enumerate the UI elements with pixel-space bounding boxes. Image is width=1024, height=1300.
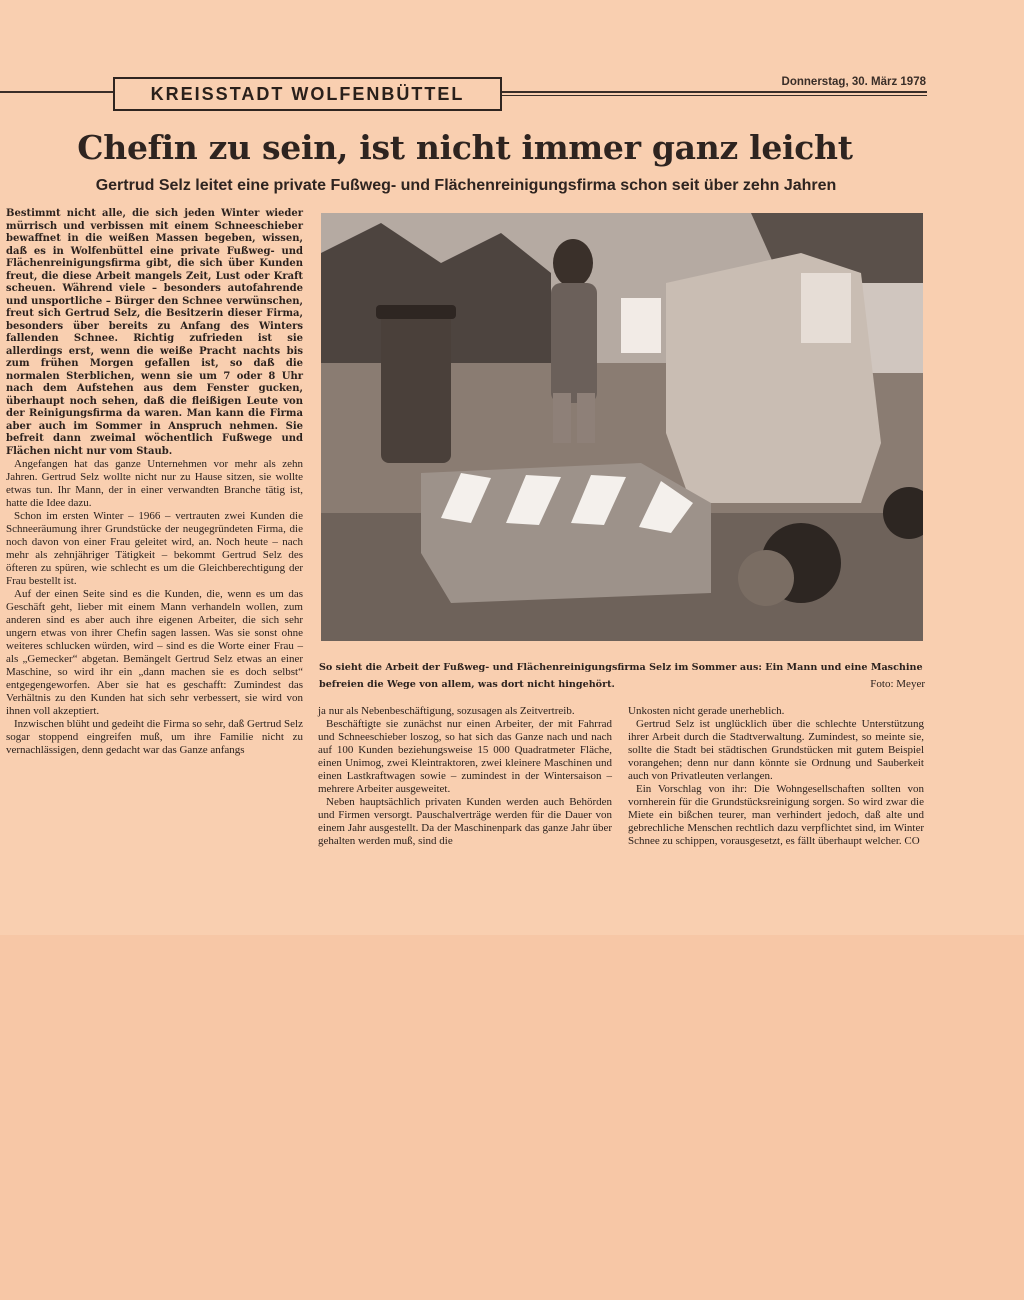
header-rule-left xyxy=(0,91,113,93)
article-paragraph: Angefangen hat das ganze Unternehmen vor mehr als zehn Jahren. Gertrud Selz wollte nicht nur zu Hause sitzen, sie wollte etwas tun. Ihr Mann, der in einer verwandten Branche tätig ist, hatte die Idee dazu. xyxy=(6,458,303,509)
article-column-3 xyxy=(628,705,924,848)
article-paragraph: ja nur als Nebenbeschäftigung, sozusagen als Zeitvertreib. xyxy=(318,705,575,717)
article-intro: Bestimmt nicht alle, die sich jeden Winter wieder mürrisch und verbissen mit einem Schneeschieber bewaffnet in die weißen Massen begeben, wissen, daß es in Wolfenbüttel eine private Fußweg- und Flächenreinigungsfirma gibt, die sich über Kunden freut, die diese Arbeit mangels Zeit, Lust oder Kraft scheuen. Während viele – besonders autofahrende und unsportliche – Bürger den Schnee verwünschen, freut sich Gertrud Selz, die Besitzerin dieser Firma, besonders über bereits zu Anfang des Winters fallenden Schnee. Richtig zufrieden ist sie allerdings erst, wenn die weiße Pracht nachts bis zum frühen Morgen gefallen ist, so daß die normalen Sterblichen, wenn sie um 7 oder 8 Uhr nach dem Aufstehen aus dem Fenster gucken, überhaupt noch sehen, daß die fleißigen Leute von der Reinigungsfirma da waren. Man kann die Firma aber auch im Sommer in Anspruch nehmen. Sie befreit dann zweimal wöchentlich Fußwege und Flächen nicht nur vom Staub. xyxy=(6,208,303,457)
article-column-2 xyxy=(318,705,612,848)
section-label xyxy=(113,77,502,111)
photo-credit: Foto: Meyer xyxy=(870,678,925,690)
article-column-1 xyxy=(6,208,303,757)
subheadline: Gertrud Selz leitet eine private Fußweg- und Flächenreinigungsfirma schon seit über zehn Jahren xyxy=(95,177,837,194)
header-rule-right-2 xyxy=(502,95,927,96)
photo-caption xyxy=(319,659,925,693)
dateline: Donnerstag, 30. März 1978 xyxy=(781,76,926,88)
section-title: KREISSTADT WOLFENBÜTTEL xyxy=(150,83,465,104)
caption-text: So sieht die Arbeit der Fußweg- und Flächenreinigungsfirma Selz im Sommer aus: Ein Mann und eine Maschine befreien die Wege von allem, was dort nicht hingehört. xyxy=(319,662,923,690)
article-paragraph: Beschäftigte sie zunächst nur einen Arbeiter, der mit Fahrrad und Schneeschieber loszog, so hat sich das Ganze nach und nach auf 100 Kunden beziehungsweise 15 000 Quadratmeter Fläche, einen Unimog, zwei Kleintraktoren, zwei kleinere Maschinen und einen Lastkraftwagen sowie – zumindest in der Wintersaison – mehrere Arbeiter ausgeweitet. xyxy=(318,718,612,795)
article-paragraph: Auf der einen Seite sind es die Kunden, die, wenn es um das Geschäft geht, lieber mit einem Mann verhandeln wollen, zum anderen sind es aber auch ihre eigenen Arbeiter, die sich sehr ungern etwas von ihrer Chefin sagen lassen. Was sie sonst ohne weiteres schlucken würden, wird – sind es die Worte einer Frau – als „Gemecker“ abgetan. Bemängelt Gertrud Selz etwas an einer Maschine, so wird ihr ein „dann machen sie es doch selbst“ entgegengeworfen. Aber sie hat es geschafft: Zumindest das Verhältnis zu den Kunden hat sich sehr verbessert, sie wird von ihnen voll akzeptiert. xyxy=(6,588,303,717)
article-paragraph: Inzwischen blüht und gedeiht die Firma so sehr, daß Gertrud Selz sogar stoppend eingreifen muß, um ihre Familie nicht zu vernachlässigen, denn gedacht war das Ganze anfangs xyxy=(6,718,303,756)
article-photo xyxy=(321,213,923,641)
article-paragraph: Neben hauptsächlich privaten Kunden werden auch Behörden und Firmen versorgt. Pauschalverträge werden für die Dauer von einem Jahr ausgestellt. Da der Maschinenpark das ganze Jahr über gehalten werden muß, sind die xyxy=(318,796,612,847)
headline: Chefin zu sein, ist nicht immer ganz leicht xyxy=(77,128,853,167)
header-rule-right xyxy=(502,91,927,93)
article-paragraph: Schon im ersten Winter – 1966 – vertrauten zwei Kunden die Schneeräumung ihrer Grundstücke der neugegründeten Firma, die noch davon von einer Frau geleitet wird, an. Noch heute – nach mehr als zehnjähriger Tätigkeit – bekommt Gertrud Selz des öfteren zu spüren, wie schlecht es um die Gleichberechtigung der Frau bestellt ist. xyxy=(6,510,303,587)
article-paragraph: Unkosten nicht gerade unerheblich. xyxy=(628,705,785,717)
article-paragraph: Gertrud Selz ist unglücklich über die schlechte Unterstützung ihrer Arbeit durch die Stadtverwaltung. Zumindest, so meinte sie, sollte die Stadt bei städtischen Grundstücken mit gutem Beispiel vorangehen; denn nur dann könnte sie Ordnung und Sauberkeit auch von Privatleuten verlangen. xyxy=(628,718,924,782)
street-sweeper-photo xyxy=(321,213,923,641)
article-paragraph: Ein Vorschlag von ihr: Die Wohngesellschaften sollten von vornherein für die Grundstücksreinigung sorgen. So wird zwar die Miete ein bißchen teurer, man verhindert jedoch, daß alte und gebrechliche Menschen rechtlich dazu verpflichtet sind, im Winter Schnee zu schippen, vorausgesetzt, es fällt überhaupt welcher. CO xyxy=(628,783,924,847)
